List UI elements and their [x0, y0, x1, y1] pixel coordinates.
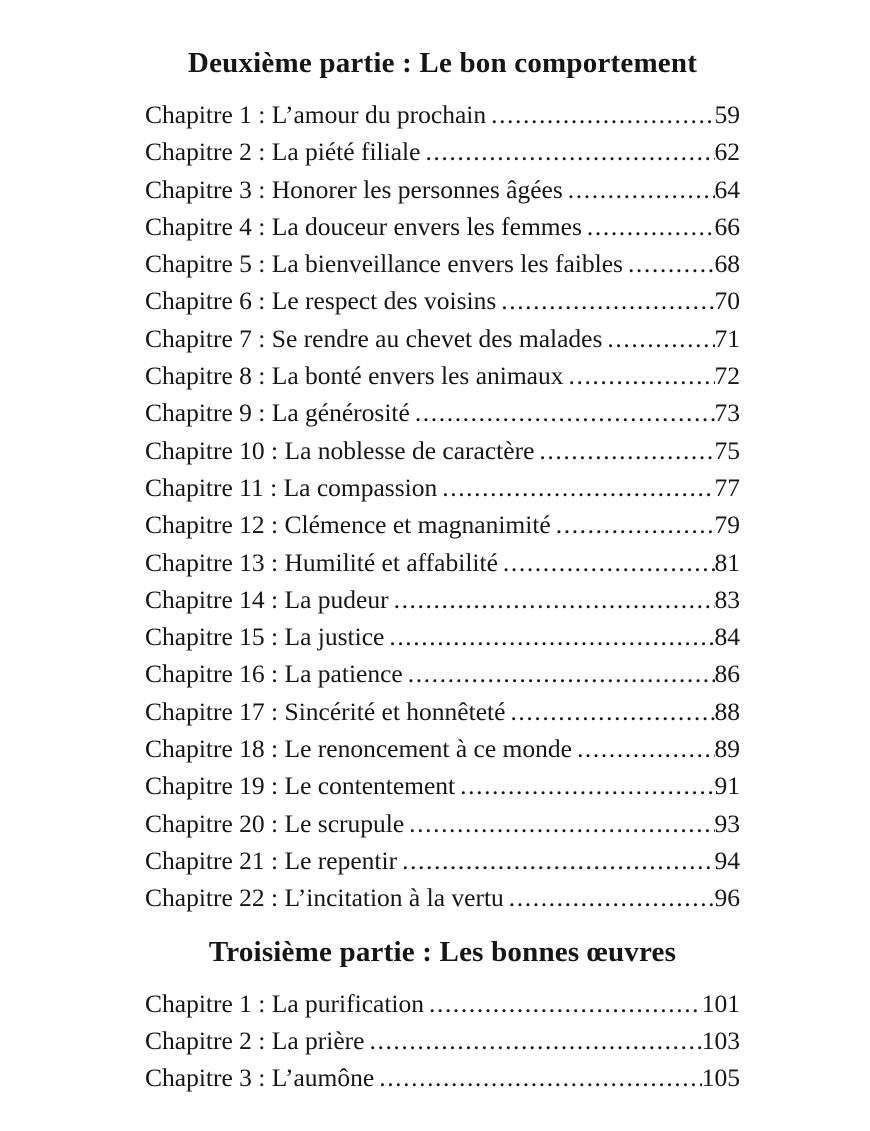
toc-entry	[145, 1059, 740, 1096]
toc-section	[145, 933, 740, 1097]
page-number: 96	[714, 883, 740, 913]
chapter-label: Chapitre 12 : Clémence et magnanimité	[145, 510, 551, 540]
page-number: 83	[714, 584, 740, 614]
dot-leader	[408, 655, 715, 692]
toc-section	[145, 44, 740, 917]
page-number: 91	[714, 771, 740, 801]
chapter-label: Chapitre 16 : La patience	[145, 659, 403, 689]
page-number: 93	[714, 808, 740, 838]
toc-entry	[145, 208, 740, 245]
chapter-label: Chapitre 14 : La pudeur	[145, 584, 389, 614]
toc-entry	[145, 96, 740, 133]
page-number: 105	[701, 1063, 740, 1093]
dot-leader	[569, 357, 715, 394]
chapter-label: Chapitre 10 : La noblesse de caractère	[145, 435, 535, 465]
toc-entry	[145, 320, 740, 357]
page-number: 62	[714, 137, 740, 167]
chapter-label: Chapitre 3 : Honorer les personnes âgées	[145, 174, 563, 204]
dot-leader	[510, 693, 714, 730]
page-number: 70	[714, 286, 740, 316]
page-number: 68	[714, 249, 740, 279]
toc-entry	[145, 581, 740, 618]
chapter-label: Chapitre 5 : La bienveillance envers les faibles	[145, 249, 623, 279]
dot-leader	[409, 805, 714, 842]
toc-entry	[145, 544, 740, 581]
chapter-label: Chapitre 17 : Sincérité et honnêteté	[145, 696, 506, 726]
page-number: 84	[714, 622, 740, 652]
page-number: 73	[714, 398, 740, 428]
toc-entry	[145, 655, 740, 692]
dot-leader	[568, 171, 715, 208]
toc-entry	[145, 730, 740, 767]
toc-entry	[145, 171, 740, 208]
chapter-label: Chapitre 15 : La justice	[145, 622, 385, 652]
toc-entry	[145, 767, 740, 804]
chapter-label: Chapitre 9 : La générosité	[145, 398, 410, 428]
page-number: 86	[714, 659, 740, 689]
chapter-label: Chapitre 11 : La compassion	[145, 472, 438, 502]
page-number: 77	[714, 472, 740, 502]
chapter-label: Chapitre 22 : L’incitation à la vertu	[145, 883, 504, 913]
dot-leader	[607, 320, 714, 357]
toc-entry	[145, 282, 740, 319]
page-number: 71	[714, 323, 740, 353]
dot-leader	[577, 730, 715, 767]
chapter-label: Chapitre 4 : La douceur envers les femmes	[145, 211, 582, 241]
toc-entry	[145, 506, 740, 543]
chapter-label: Chapitre 8 : La bonté envers les animaux	[145, 361, 564, 391]
chapter-list	[145, 985, 740, 1097]
chapter-label: Chapitre 6 : Le respect des voisins	[145, 286, 497, 316]
section-title: Troisième partie : Les bonnes œuvres	[208, 935, 677, 968]
toc-entry	[145, 245, 740, 282]
page-number: 66	[714, 211, 740, 241]
dot-leader	[442, 469, 714, 506]
toc-entry	[145, 357, 740, 394]
dot-leader	[491, 96, 714, 133]
chapter-label: Chapitre 20 : Le scrupule	[145, 808, 405, 838]
dot-leader	[425, 133, 714, 170]
dot-leader	[503, 544, 715, 581]
section-title: Deuxième partie : Le bon comportement	[187, 47, 698, 79]
toc-entry	[145, 1022, 740, 1059]
chapter-label: Chapitre 1 : La purification	[145, 988, 424, 1018]
chapter-label: Chapitre 3 : L’aumône	[145, 1063, 375, 1093]
toc-entry	[145, 879, 740, 916]
chapter-label: Chapitre 19 : Le contentement	[145, 771, 456, 801]
page-number: 94	[714, 845, 740, 875]
dot-leader	[394, 581, 715, 618]
dot-leader	[460, 767, 714, 804]
chapter-label: Chapitre 2 : La piété filiale	[145, 137, 421, 167]
chapter-label: Chapitre 13 : Humilité et affabilité	[145, 547, 498, 577]
dot-leader	[429, 985, 702, 1022]
page-number: 103	[701, 1025, 740, 1055]
toc-entry	[145, 842, 740, 879]
chapter-label: Chapitre 1 : L’amour du prochain	[145, 100, 487, 129]
dot-leader	[628, 245, 715, 282]
toc-entry	[145, 432, 740, 469]
dot-leader	[587, 208, 715, 245]
chapter-list	[145, 96, 740, 917]
chapter-label: Chapitre 18 : Le renoncement à ce monde	[145, 734, 572, 764]
chapter-label: Chapitre 7 : Se rendre au chevet des malades	[145, 323, 603, 353]
chapter-label: Chapitre 21 : Le repentir	[145, 845, 398, 875]
dot-leader	[509, 879, 715, 916]
chapter-label: Chapitre 2 : La prière	[145, 1025, 365, 1055]
toc-entry	[145, 805, 740, 842]
page-number: 75	[714, 435, 740, 465]
toc-entry	[145, 469, 740, 506]
page-number: 59	[714, 100, 740, 129]
dot-leader	[379, 1059, 702, 1096]
page-number: 88	[714, 696, 740, 726]
toc-entry	[145, 394, 740, 431]
dot-leader	[539, 432, 714, 469]
toc-entry	[145, 985, 740, 1022]
toc-entry	[145, 693, 740, 730]
dot-leader	[402, 842, 714, 879]
dot-leader	[501, 282, 714, 319]
page-number: 72	[714, 361, 740, 391]
page-number: 79	[714, 510, 740, 540]
dot-leader	[415, 394, 715, 431]
dot-leader	[389, 618, 714, 655]
toc-entry	[145, 618, 740, 655]
dot-leader	[556, 506, 715, 543]
page-number: 81	[714, 547, 740, 577]
page-number: 89	[714, 734, 740, 764]
page-number: 101	[701, 988, 740, 1018]
page-number: 64	[714, 174, 740, 204]
toc-entry	[145, 133, 740, 170]
dot-leader	[370, 1022, 702, 1059]
